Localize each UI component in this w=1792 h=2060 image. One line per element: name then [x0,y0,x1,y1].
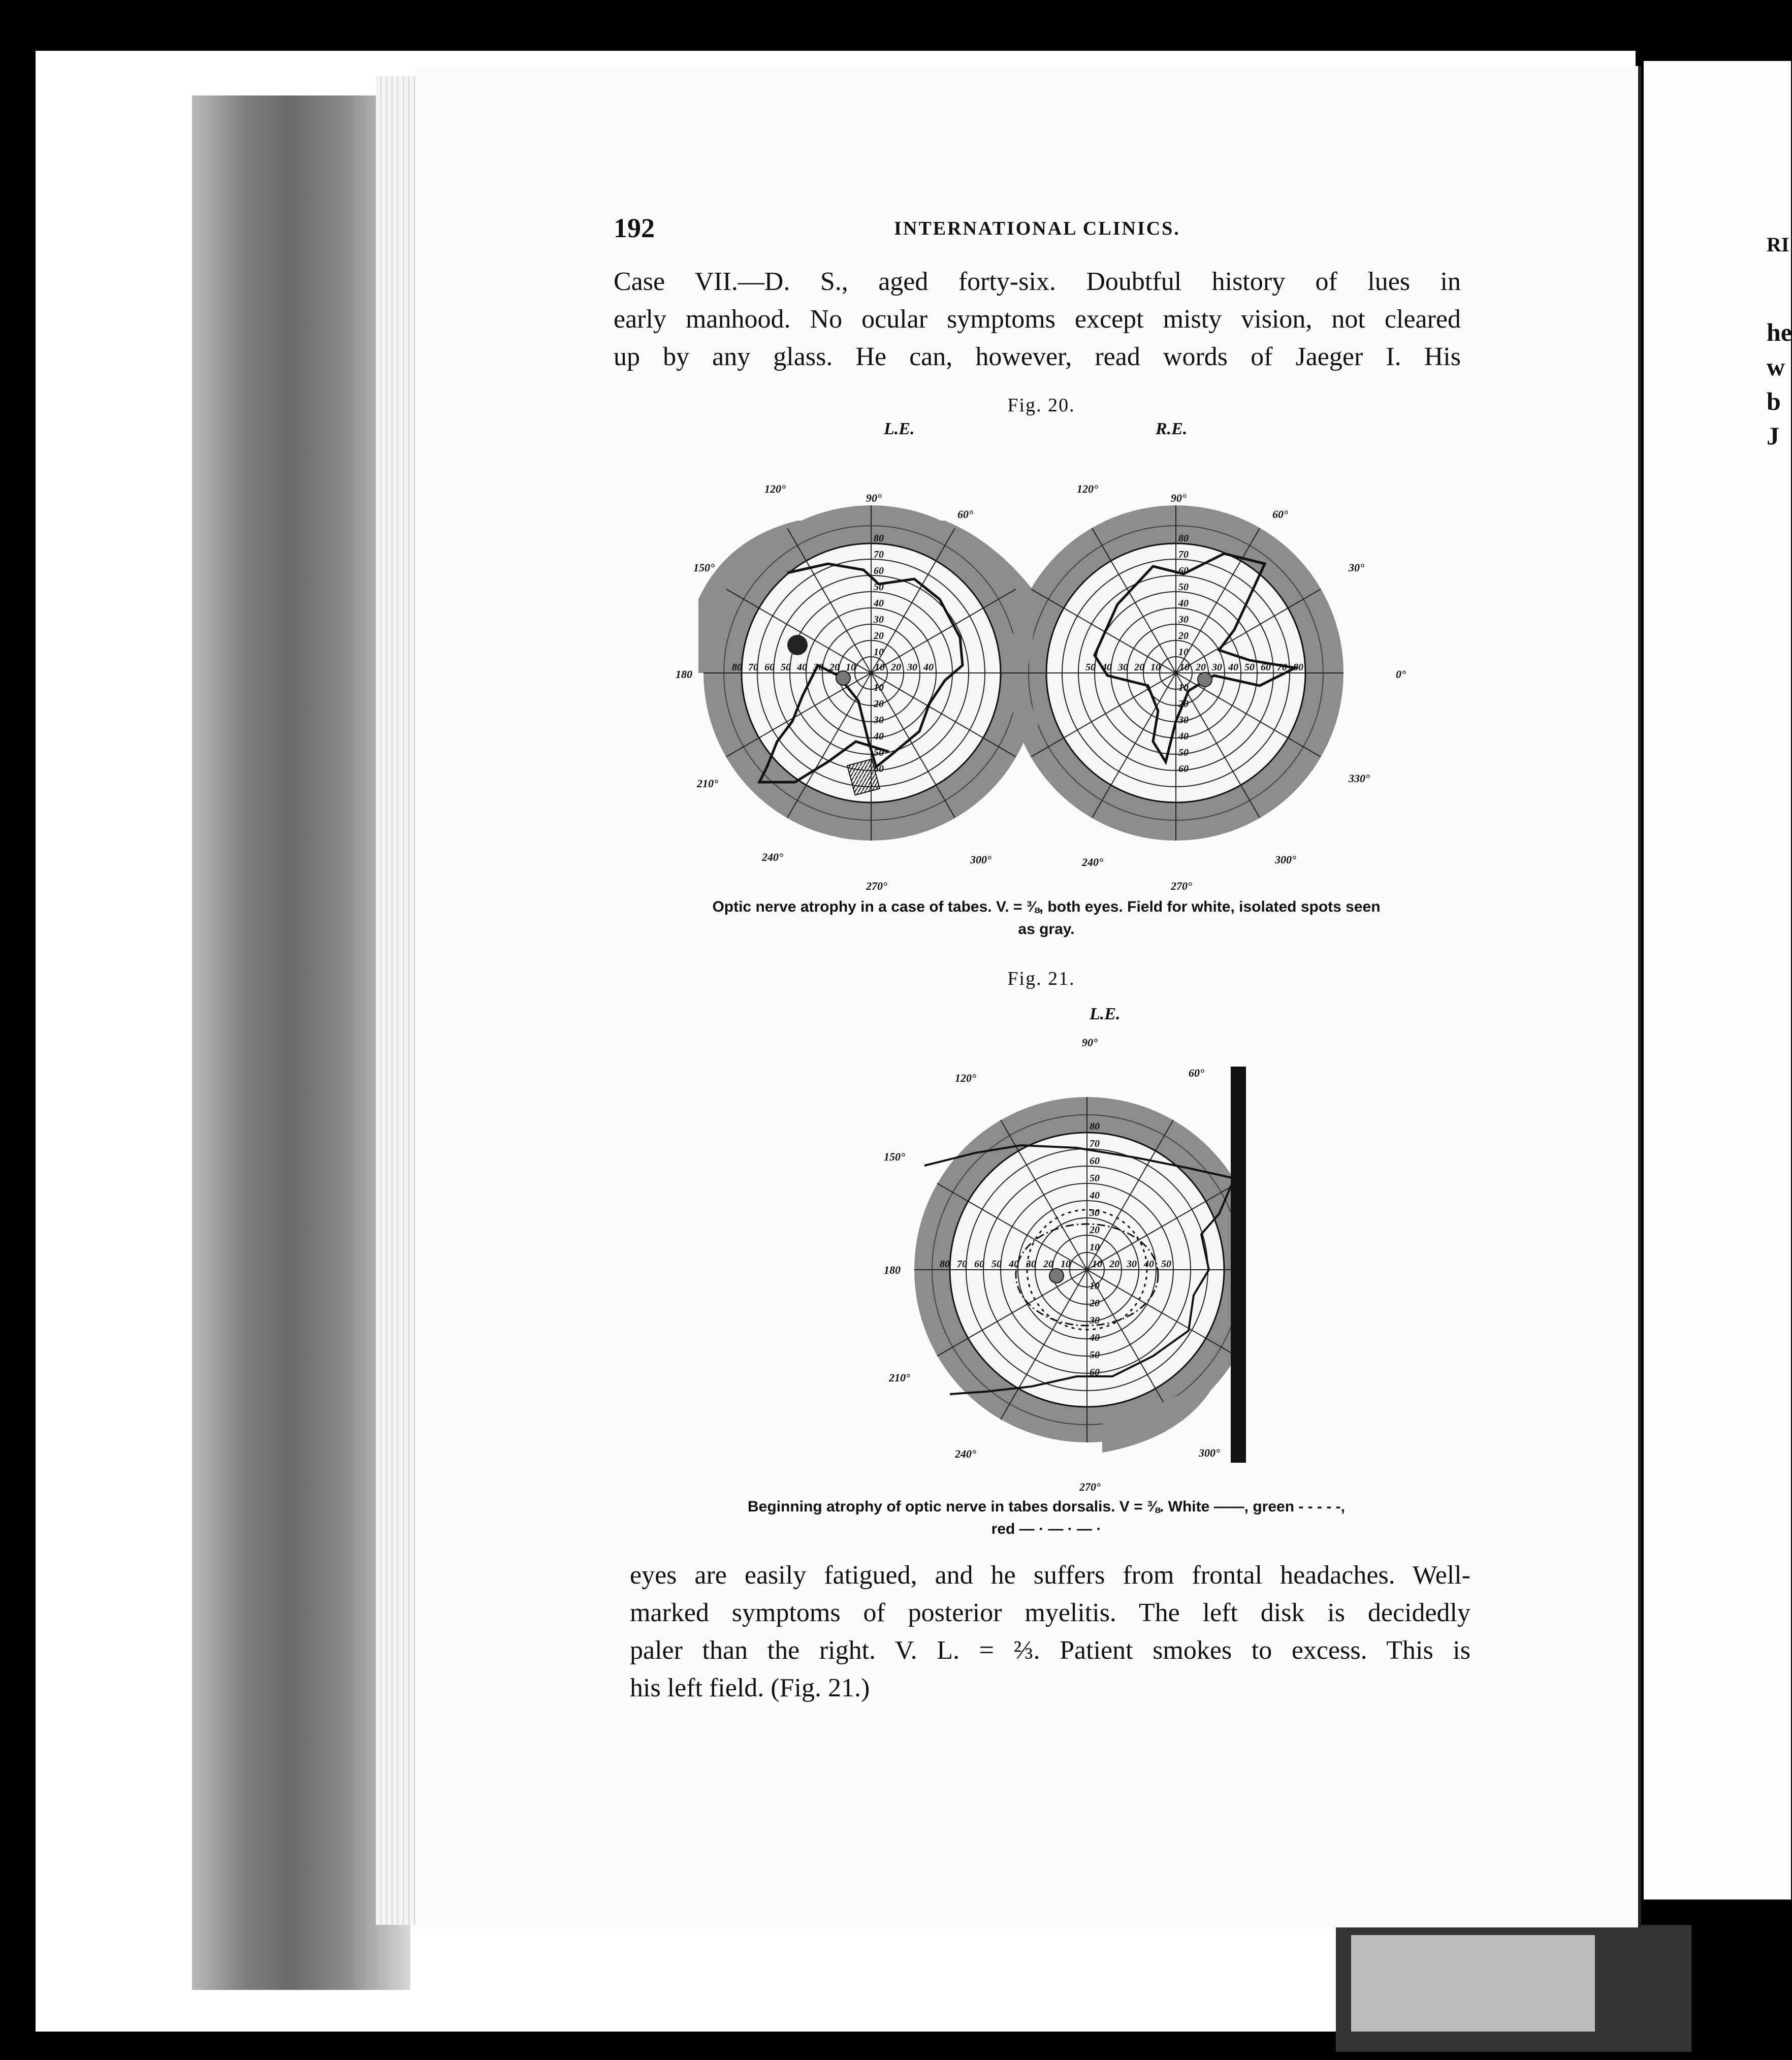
svg-text:20: 20 [891,662,901,673]
svg-text:150°: 150° [884,1150,905,1163]
svg-text:50: 50 [874,747,884,758]
svg-text:10: 10 [1178,647,1189,658]
svg-text:10: 10 [1090,1280,1100,1292]
figure-20-left-eye-label: L.E. [884,420,915,438]
svg-text:90°: 90° [866,492,882,504]
svg-text:150°: 150° [693,561,715,574]
svg-text:180: 180 [884,1264,901,1276]
svg-text:50: 50 [1090,1349,1100,1361]
svg-text:20: 20 [829,662,840,673]
svg-text:60°: 60° [1272,508,1288,521]
text-line: early manhood. No ocular symptoms except misty vision, not cleared [614,305,1461,334]
svg-text:80: 80 [1178,533,1189,544]
svg-text:60: 60 [1178,763,1189,775]
text-line: Case VII.—D. S., aged forty-six. Doubtful history of lues in [614,267,1461,296]
svg-text:10: 10 [1150,662,1161,673]
running-title: INTERNATIONAL CLINICS. [894,218,1180,239]
svg-text:80: 80 [874,533,884,544]
svg-text:80: 80 [1090,1121,1100,1132]
facing-line: J [1767,422,1779,450]
svg-text:20: 20 [1134,662,1144,673]
svg-text:30: 30 [1127,1259,1137,1270]
svg-text:70: 70 [1090,1138,1100,1149]
svg-text:40: 40 [1228,662,1238,673]
svg-text:40: 40 [1144,1259,1154,1270]
svg-text:80: 80 [1293,662,1303,673]
svg-text:20: 20 [1090,1298,1100,1309]
svg-text:60: 60 [1090,1367,1100,1378]
svg-text:50: 50 [1085,662,1096,673]
svg-text:20: 20 [1178,630,1189,641]
svg-text:20: 20 [1196,662,1206,673]
svg-text:10: 10 [1092,1259,1102,1270]
fig21-blind-spot [1049,1269,1064,1283]
left-blind-spot [836,671,850,685]
scan-clip-band [1336,1925,1691,2052]
svg-text:30°: 30° [1349,561,1364,574]
text-line: his left field. (Fig. 21.) [630,1673,870,1702]
svg-text:270°: 270° [1171,880,1192,892]
svg-text:50: 50 [1178,747,1189,758]
svg-text:50: 50 [874,582,884,593]
caption-line: as gray. [1018,921,1075,938]
svg-text:90°: 90° [1082,1036,1098,1049]
svg-text:60: 60 [974,1259,984,1270]
svg-text:40: 40 [1009,1259,1019,1270]
svg-text:210°: 210° [889,1371,910,1384]
svg-text:70: 70 [1178,549,1189,560]
caption-line: Beginning atrophy of optic nerve in tabes dorsalis. V = ⅜. White ——, green - - - - -, [748,1498,1345,1515]
svg-text:30: 30 [1178,614,1189,625]
svg-text:300°: 300° [1275,853,1296,866]
svg-text:20: 20 [874,698,884,710]
svg-text:30: 30 [907,662,917,673]
figure-21-perimetry-chart [884,1031,1250,1498]
intro-paragraph [614,263,1461,376]
svg-text:40: 40 [797,662,807,673]
svg-text:20: 20 [1109,1259,1119,1270]
svg-text:270°: 270° [1079,1480,1101,1493]
facing-line: w [1767,352,1785,381]
svg-text:10: 10 [846,662,856,673]
svg-text:50: 50 [991,1259,1002,1270]
svg-text:270°: 270° [866,880,887,892]
svg-text:60: 60 [1261,662,1271,673]
svg-text:10: 10 [1061,1259,1071,1270]
svg-text:50: 50 [1178,582,1189,593]
svg-text:40: 40 [1090,1332,1100,1343]
svg-text:10: 10 [1090,1242,1100,1253]
svg-text:40: 40 [874,731,884,742]
figure-21-label: Fig. 21. [1007,968,1075,989]
svg-text:210°: 210° [697,777,718,790]
svg-text:10: 10 [875,662,885,673]
svg-text:30: 30 [1026,1259,1036,1270]
svg-text:120°: 120° [1077,482,1098,495]
svg-text:30: 30 [813,662,823,673]
svg-text:60: 60 [764,662,775,673]
svg-text:240°: 240° [762,851,783,863]
svg-text:240°: 240° [955,1447,976,1460]
right-eye-field-chart [1008,505,1343,841]
svg-text:50: 50 [1244,662,1255,673]
svg-text:60°: 60° [1189,1067,1204,1079]
figure-20-perimetry-charts [676,437,1412,904]
svg-text:0°: 0° [1396,668,1406,681]
svg-text:60°: 60° [957,508,973,521]
text-line: up by any glass. He can, however, read words of Jaeger I. His [614,342,1461,371]
svg-text:10: 10 [874,647,884,658]
text-line: eyes are easily fatigued, and he suffers from frontal headaches. Well- [630,1561,1470,1590]
svg-text:50: 50 [1161,1259,1171,1270]
page-number: 192 [614,213,655,243]
svg-text:40: 40 [1102,662,1112,673]
svg-text:90°: 90° [1171,492,1187,504]
svg-text:70: 70 [874,549,884,560]
caption-line: Optic nerve atrophy in a case of tabes. V. = ⅜, both eyes. Field for white, isolated spots seen [712,898,1381,915]
facing-line: he [1767,318,1792,346]
svg-text:60: 60 [1090,1155,1100,1167]
figure-20-caption [630,896,1463,941]
facing-page-text [1767,229,1792,453]
svg-text:180: 180 [676,668,692,681]
facing-page-running-head: RI [1767,233,1789,256]
figure-20-label: Fig. 20. [1007,395,1075,416]
text-line: marked symptoms of posterior myelitis. The left disk is decidedly [630,1598,1470,1627]
caption-line: red — · — · — · [991,1521,1102,1537]
svg-text:80: 80 [732,662,742,673]
svg-text:330°: 330° [1349,772,1370,785]
svg-text:10: 10 [1179,662,1190,673]
figure-20-right-eye-label: R.E. [1156,420,1188,438]
svg-text:120°: 120° [764,482,786,495]
left-eye-field-chart [698,505,1044,841]
svg-text:30: 30 [874,715,884,726]
svg-text:120°: 120° [955,1072,976,1084]
svg-text:30: 30 [1212,662,1222,673]
svg-text:70: 70 [1277,662,1287,673]
svg-text:20: 20 [1043,1259,1053,1270]
right-blind-spot [1198,672,1212,687]
svg-text:40: 40 [923,662,934,673]
figure-21-caption [655,1496,1437,1540]
svg-text:20: 20 [1178,698,1189,710]
svg-text:30: 30 [1090,1315,1100,1326]
svg-text:80: 80 [940,1259,950,1270]
svg-text:240°: 240° [1082,856,1103,868]
svg-text:40: 40 [874,598,884,609]
svg-text:40: 40 [1178,598,1189,609]
svg-text:70: 70 [957,1259,967,1270]
closing-paragraph [630,1557,1470,1707]
svg-text:300°: 300° [970,853,991,866]
svg-text:30: 30 [1090,1207,1100,1218]
svg-text:60: 60 [1178,565,1189,576]
svg-text:300°: 300° [1199,1446,1220,1459]
svg-text:30: 30 [1118,662,1128,673]
left-isolated-spot-dark [787,635,808,655]
running-head [614,212,1461,243]
svg-text:10: 10 [874,682,884,693]
svg-text:30: 30 [1178,715,1189,726]
svg-text:50: 50 [781,662,791,673]
facing-line: b [1767,387,1781,415]
svg-text:70: 70 [748,662,758,673]
svg-text:60: 60 [874,565,884,576]
svg-text:10: 10 [1178,682,1189,693]
svg-text:40: 40 [1090,1190,1100,1201]
figure-21-eye-label: L.E. [1090,1005,1121,1023]
svg-text:20: 20 [874,630,884,641]
svg-text:60: 60 [874,763,884,775]
svg-text:20: 20 [1090,1225,1100,1236]
svg-text:30: 30 [874,614,884,625]
text-line: paler than the right. V. L. = ⅔. Patient smokes to excess. This is [630,1636,1470,1665]
svg-text:50: 50 [1090,1173,1100,1184]
svg-text:40: 40 [1178,731,1189,742]
